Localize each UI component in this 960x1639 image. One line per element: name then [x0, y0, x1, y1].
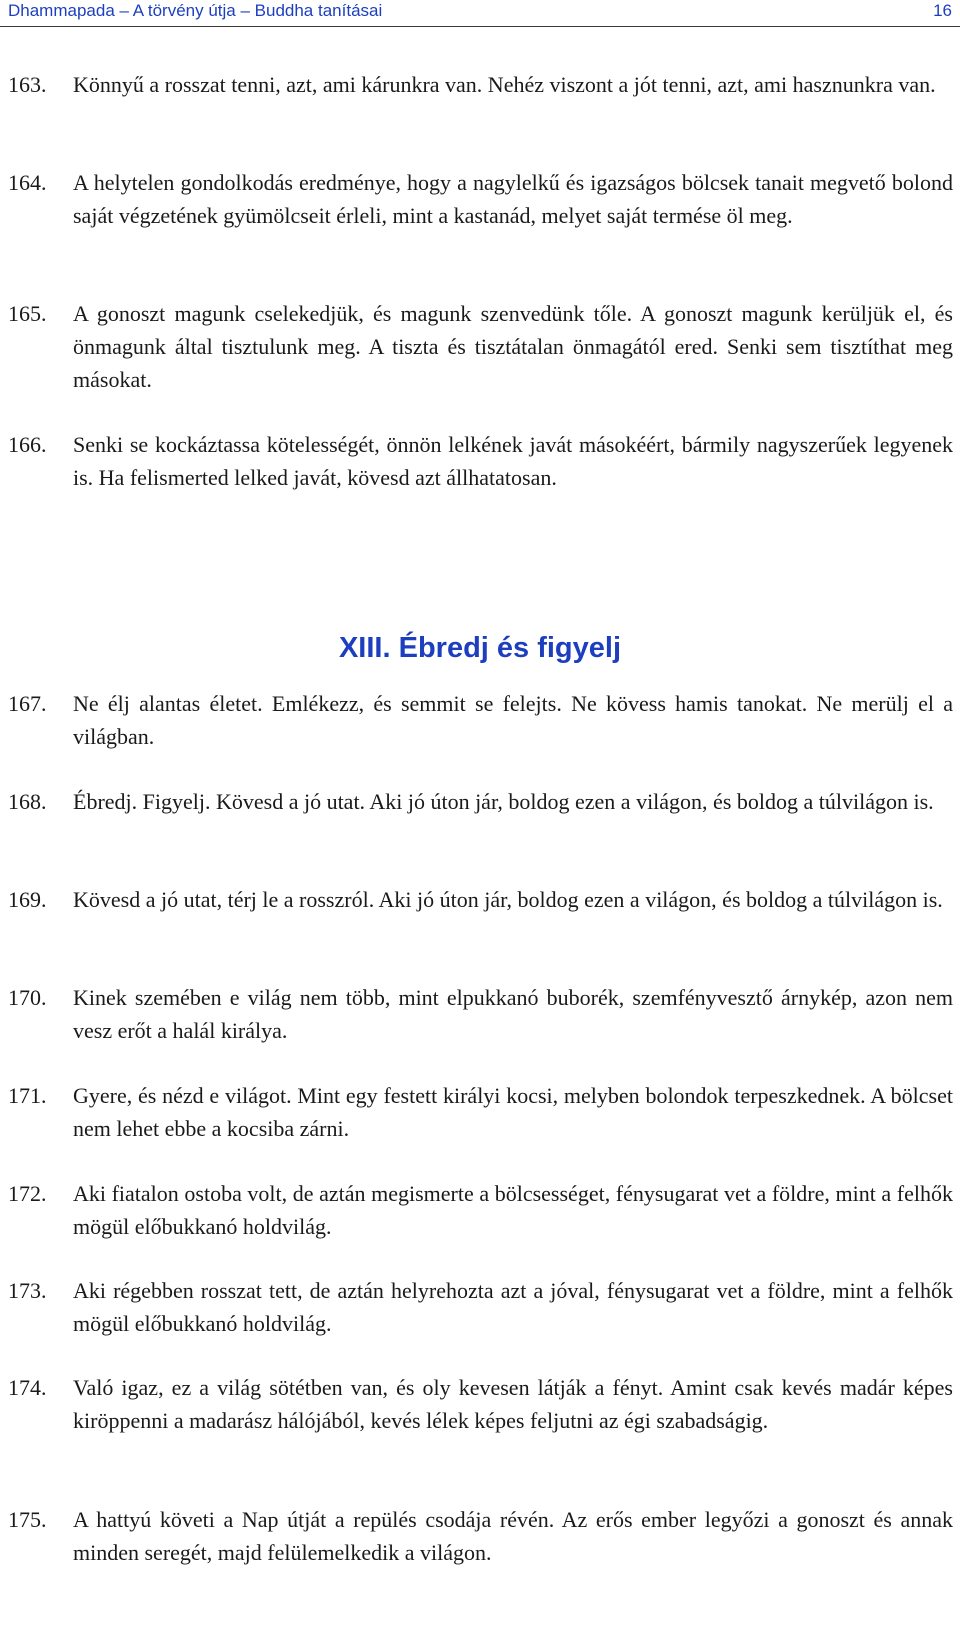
verse-number: 172. [8, 1181, 47, 1206]
verse-text: A helytelen gondolkodás eredménye, hogy a nagylelkű és igazságos bölcsek tanait megvető bolond saját végzetének gyümölcseit érleli, mint a kastanád, melyet saját termése öl meg. [73, 170, 953, 228]
verse-text: Senki se kockáztassa kötelességét, önnön lelkének javát másokéért, bármily nagyszerűek legyenek is. Ha felismerted lelked javát, kövesd azt állhatatosan. [73, 432, 953, 490]
verse-text: Kinek szemében e világ nem több, mint elpukkanó buborék, szemfényvesztő árnykép, azon nem vesz erőt a halál királya. [73, 985, 953, 1043]
verse-text: Ne élj alantas életet. Emlékezz, és semmit se felejts. Ne kövess hamis tanokat. Ne merülj el a világban. [73, 691, 953, 749]
verse-number: 163. [8, 72, 47, 97]
verse-number: 173. [8, 1278, 47, 1303]
verse-number: 165. [8, 301, 47, 326]
verse-number: 174. [8, 1375, 47, 1400]
verse-number: 168. [8, 789, 47, 814]
verse-number: 175. [8, 1507, 47, 1532]
verse-number: 169. [8, 887, 47, 912]
running-header [0, 0, 960, 27]
document-title: Dhammapada – A törvény útja – Buddha tanításai [8, 1, 383, 20]
verse-text: A gonoszt magunk cselekedjük, és magunk szenvedünk tőle. A gonoszt magunk kerüljük el, és önmagunk által tisztulunk meg. A tiszta és tisztátalan önmagától ered. Senki sem tisztíthat meg másokat. [73, 301, 953, 392]
verse-text: Kövesd a jó utat, térj le a rosszról. Aki jó úton jár, boldog ezen a világon, és boldog a túlvilágon is. [73, 887, 943, 912]
chapter-heading: XIII. Ébredj és figyelj [338, 632, 622, 664]
verse-number: 170. [8, 985, 47, 1010]
verse-number: 164. [8, 170, 47, 195]
verse-text: Gyere, és nézd e világot. Mint egy festett királyi kocsi, melyben bolondok terpeszkednek. A bölcset nem lehet ebbe a kocsiba zárni. [73, 1083, 953, 1141]
verse-number: 171. [8, 1083, 47, 1108]
verse-text: A hattyú követi a Nap útját a repülés csodája révén. Az erős ember legyőzi a gonoszt és annak minden seregét, majd felülemelkedik a világon. [73, 1507, 953, 1565]
verse-text: Aki régebben rosszat tett, de aztán helyrehozta azt a jóval, fénysugarat vet a földre, mint a felhők mögül előbukkanó holdvilág. [73, 1278, 953, 1336]
verse-text: Ébredj. Figyelj. Kövesd a jó utat. Aki jó úton jár, boldog ezen a világon, és boldog a túlvilágon is. [73, 789, 934, 814]
page-number: 16 [933, 1, 952, 20]
verse-text: Aki fiatalon ostoba volt, de aztán megismerte a bölcsességet, fénysugarat vet a földre, mint a felhők mögül előbukkanó holdvilág. [73, 1181, 953, 1239]
verse-text: Könnyű a rosszat tenni, azt, ami kárunkra van. Nehéz viszont a jót tenni, azt, ami hasznunkra van. [73, 72, 936, 97]
verse-number: 167. [8, 691, 47, 716]
verse-text: Való igaz, ez a világ sötétben van, és oly kevesen látják a fényt. Amint csak kevés madár képes kiröppenni a madarász hálójából, kevés lélek képes feljutni az égi szabadságig. [73, 1375, 953, 1433]
verse-number: 166. [8, 432, 47, 457]
